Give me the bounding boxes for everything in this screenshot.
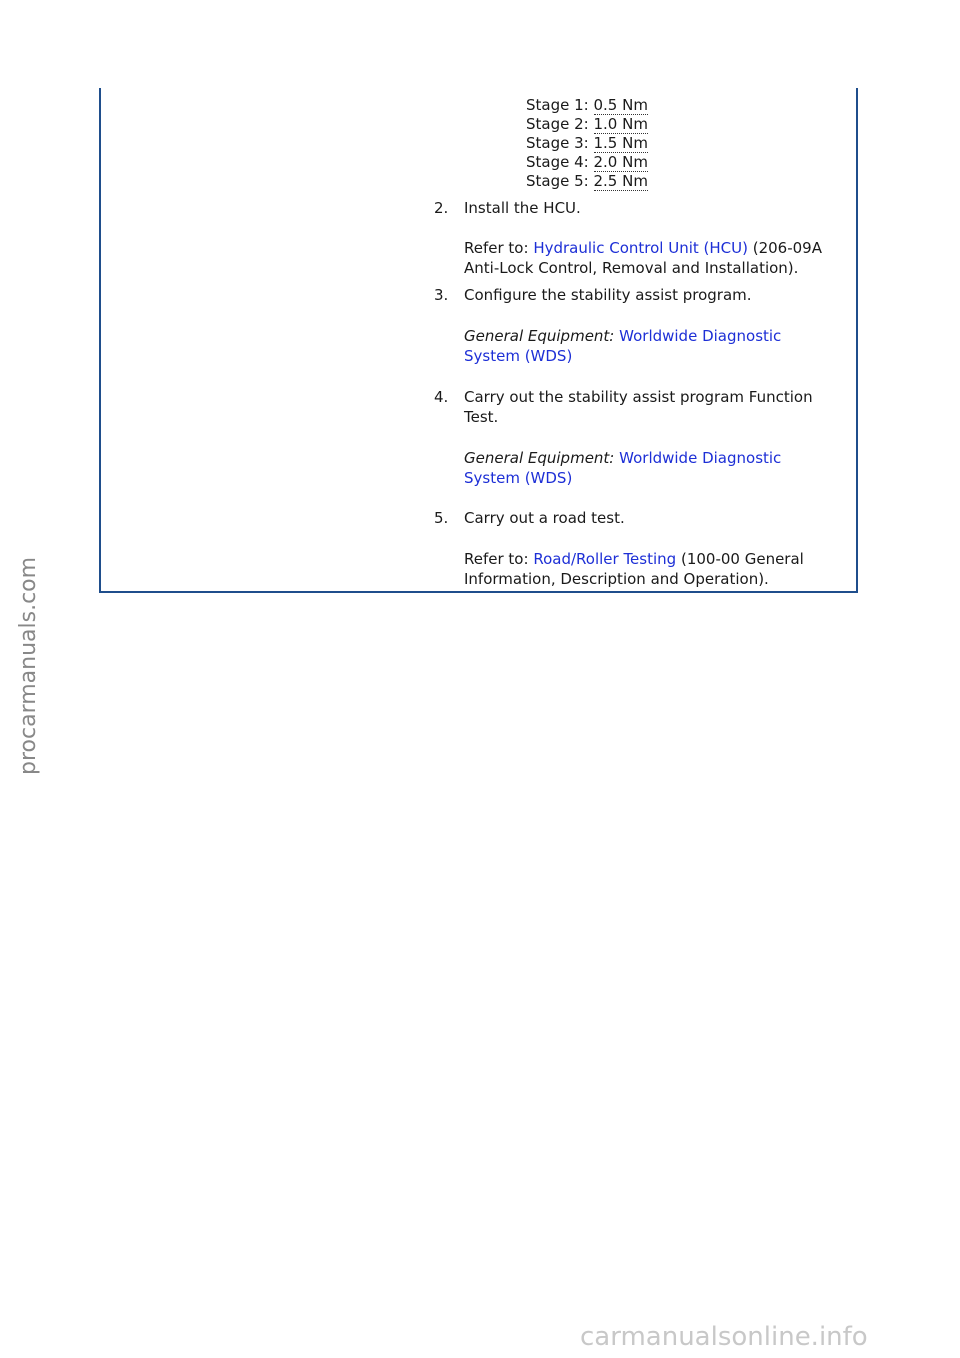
step-reference bbox=[464, 238, 859, 278]
stage-label: Stage 5: bbox=[526, 172, 589, 190]
road-roller-testing-link[interactable]: Road/Roller Testing bbox=[533, 550, 677, 568]
step-text: Install the HCU. bbox=[464, 199, 581, 217]
ref-suffix: (206-09A bbox=[752, 239, 822, 257]
wds-link-line2[interactable]: System (WDS) bbox=[464, 347, 573, 365]
stage-row bbox=[526, 115, 648, 134]
torque-value[interactable]: 2.5 Nm bbox=[593, 172, 648, 190]
step-equipment bbox=[464, 448, 859, 488]
step-number: 5. bbox=[434, 509, 449, 527]
step-text: Configure the stability assist program. bbox=[464, 286, 752, 304]
step-number: 3. bbox=[434, 286, 449, 304]
refer-to-label: Refer to: bbox=[464, 550, 529, 568]
stage-label: Stage 1: bbox=[526, 96, 589, 114]
step-number: 2. bbox=[434, 199, 449, 217]
torque-value[interactable]: 0.5 Nm bbox=[593, 96, 648, 114]
stage-row bbox=[526, 172, 648, 191]
step-text: Carry out a road test. bbox=[464, 509, 625, 527]
ref-suffix: (100-00 General bbox=[680, 550, 804, 568]
stage-row bbox=[526, 134, 648, 153]
step-equipment bbox=[464, 326, 859, 366]
stage-label: Stage 3: bbox=[526, 134, 589, 152]
step-reference bbox=[464, 549, 859, 589]
equipment-label: General Equipment: bbox=[464, 327, 615, 345]
stage-row bbox=[526, 153, 648, 172]
wds-link[interactable]: Worldwide Diagnostic bbox=[619, 327, 782, 345]
wds-link-line2[interactable]: System (WDS) bbox=[464, 469, 573, 487]
torque-value[interactable]: 2.0 Nm bbox=[593, 153, 648, 171]
wds-link[interactable]: Worldwide Diagnostic bbox=[619, 449, 782, 467]
stage-row bbox=[526, 96, 648, 115]
step-text: Carry out the stability assist program Function Test. bbox=[464, 388, 813, 426]
step-number: 4. bbox=[434, 388, 449, 406]
side-watermark: procarmanuals.com bbox=[16, 556, 41, 775]
torque-value[interactable]: 1.5 Nm bbox=[593, 134, 648, 152]
ref-suffix-line2: Information, Description and Operation). bbox=[464, 570, 769, 588]
torque-value[interactable]: 1.0 Nm bbox=[593, 115, 648, 133]
refer-to-label: Refer to: bbox=[464, 239, 529, 257]
stage-label: Stage 2: bbox=[526, 115, 589, 133]
ref-suffix-line2: Anti-Lock Control, Removal and Installation). bbox=[464, 259, 799, 277]
equipment-label: General Equipment: bbox=[464, 449, 615, 467]
torque-stages bbox=[526, 96, 648, 191]
bottom-watermark: carmanualsonline.info bbox=[580, 1322, 868, 1352]
hcu-link[interactable]: Hydraulic Control Unit (HCU) bbox=[533, 239, 748, 257]
stage-label: Stage 4: bbox=[526, 153, 589, 171]
